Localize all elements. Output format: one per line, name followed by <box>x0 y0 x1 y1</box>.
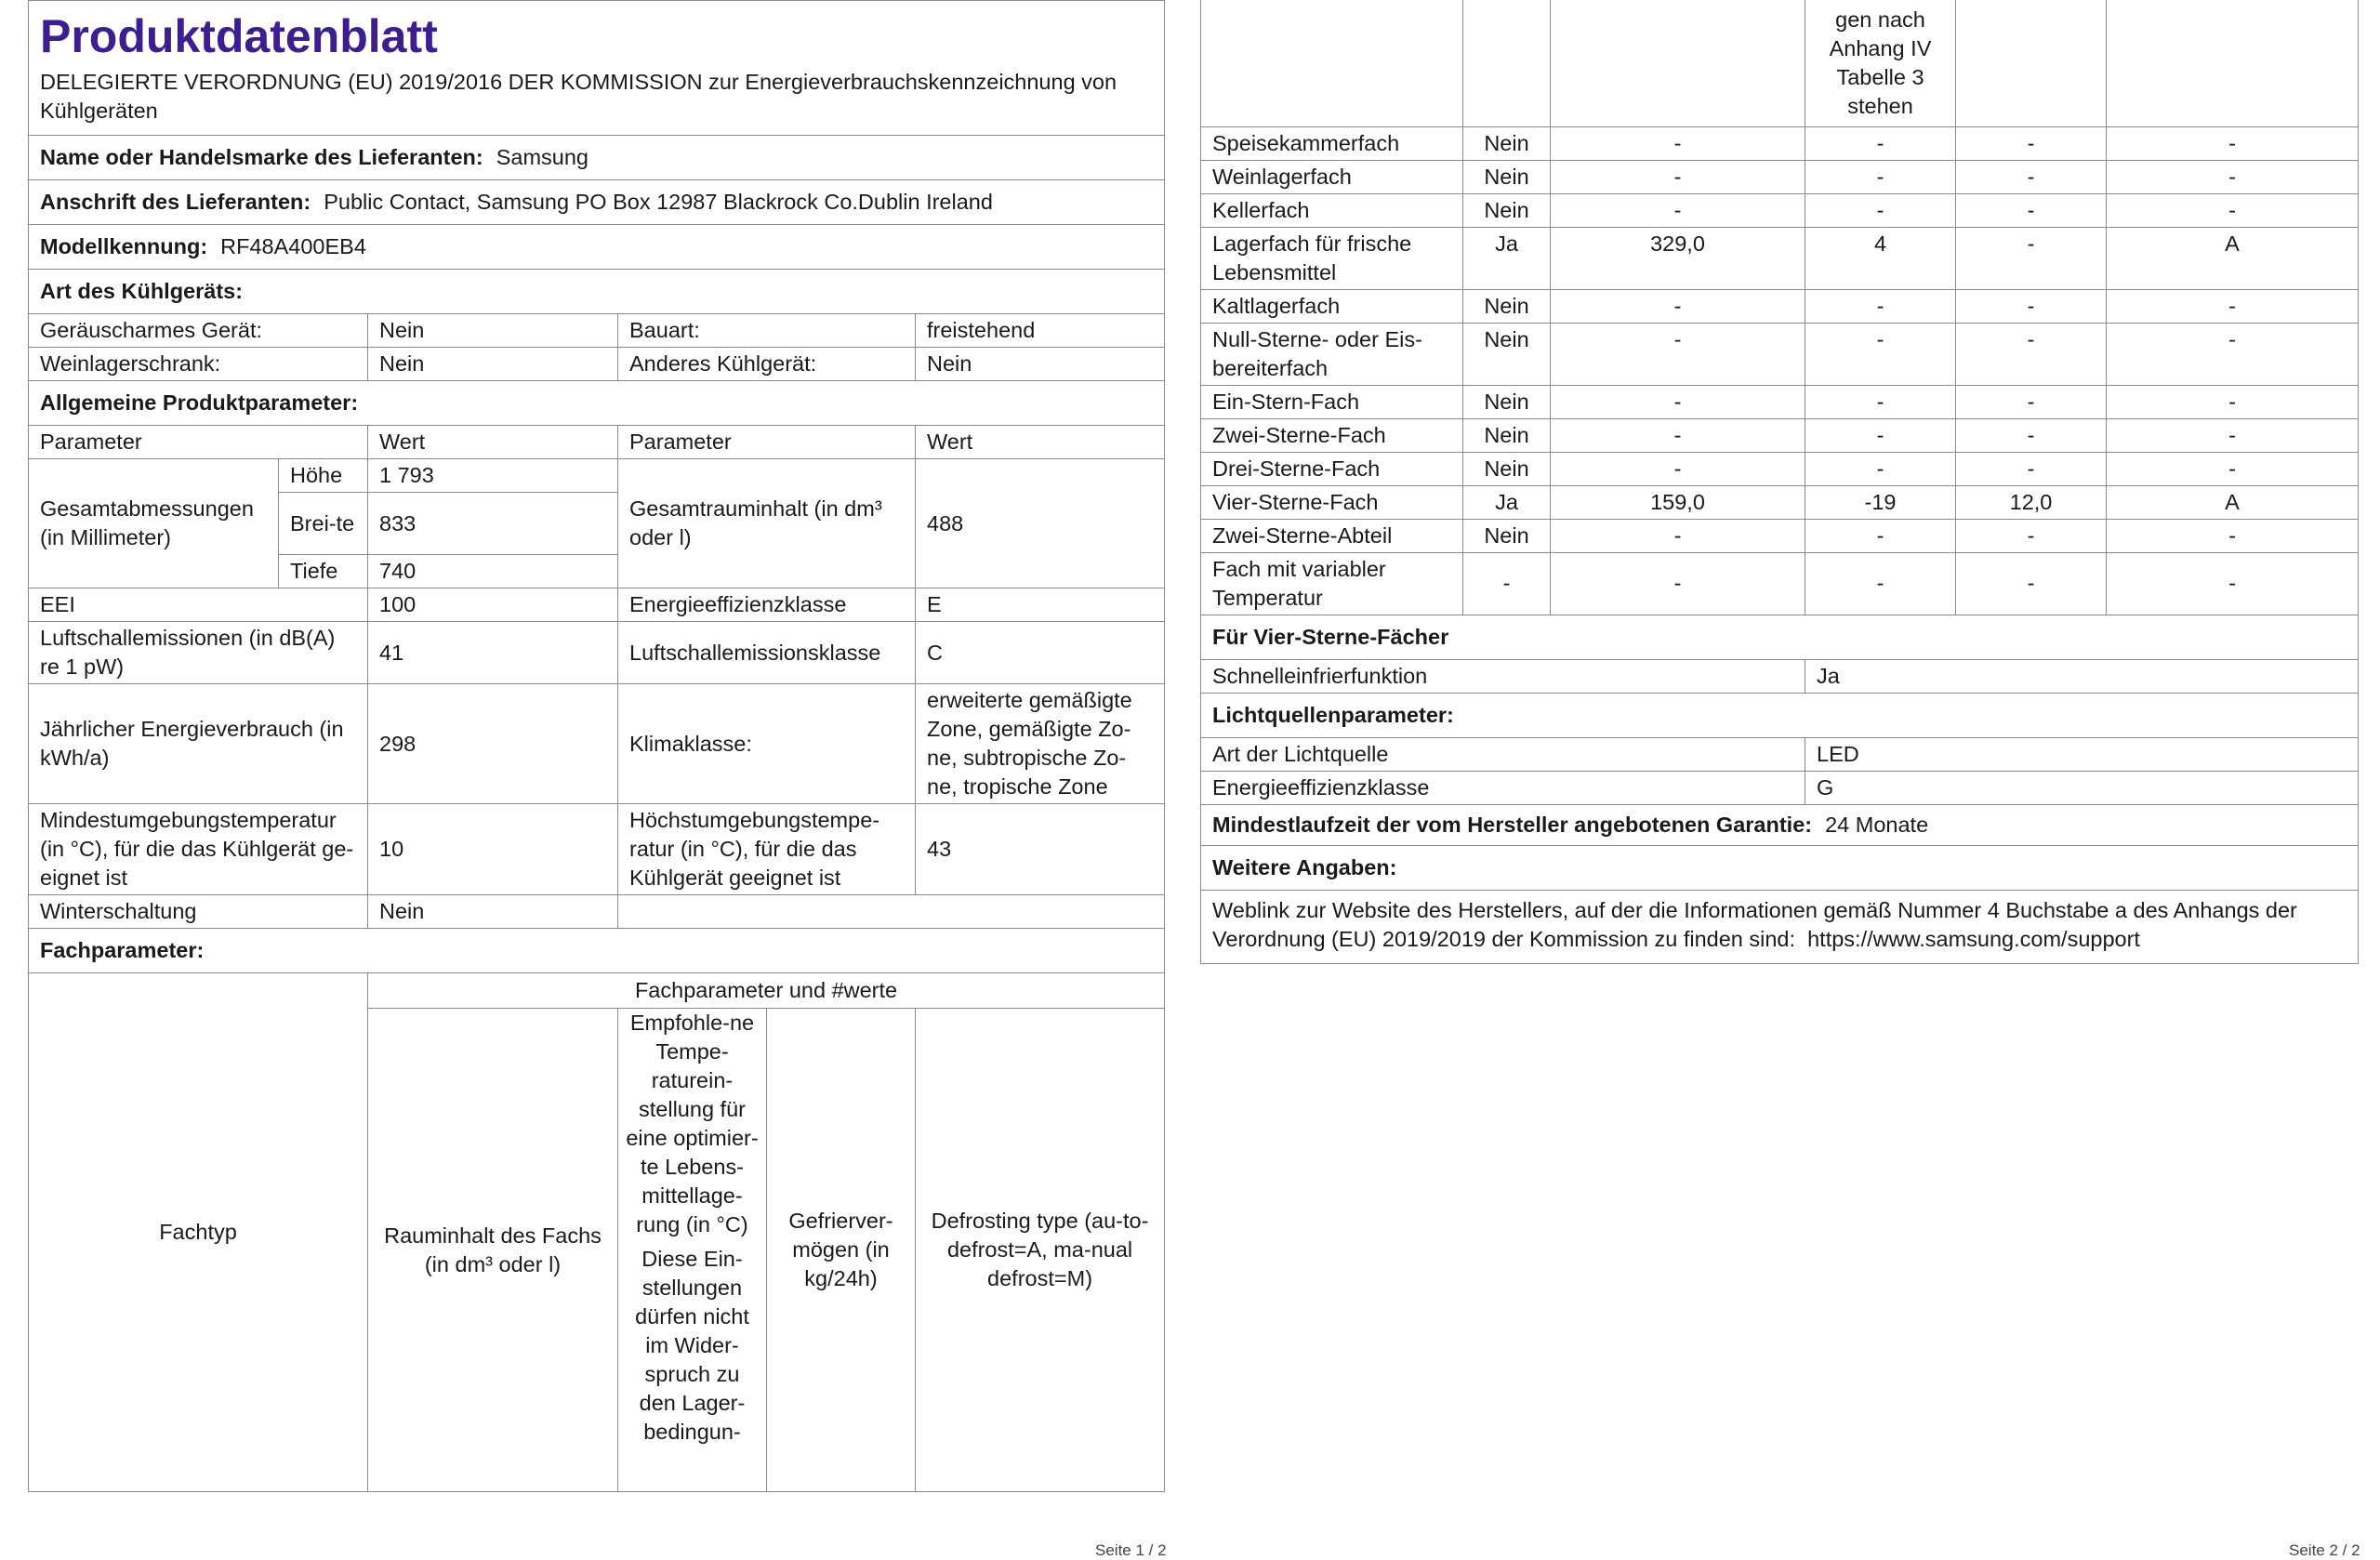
general-param-row: Jährlicher Energieverbrauch (in kWh/a) 298 Klimaklasse: erweiterte gemäßigte Zone, gemäßigte Zo-ne, subtropische Zo-ne, tropische Zone <box>29 684 1165 804</box>
warranty-row <box>1201 804 2359 845</box>
volume-header: Rauminhalt des Fachs (in dm³ oder l) <box>368 1009 618 1492</box>
volume-label: Gesamtrauminhalt (in dm³ oder l) <box>618 459 916 588</box>
datasheet-table-page-1 <box>28 0 1165 1492</box>
defrost-type-header: Defrosting type (au-to-defrost=A, ma-nual defrost=M) <box>916 1009 1165 1492</box>
datasheet-page-1 <box>28 0 1164 1492</box>
winter-switch-row: Winterschaltung Nein <box>29 895 1165 929</box>
page-number: Seite 1 / 2 <box>1095 1541 1167 1559</box>
datasheet-page-2 <box>1200 0 2358 964</box>
manufacturer-link[interactable]: https://www.samsung.com/support <box>1807 926 2140 951</box>
supplier-address-row <box>29 180 1165 225</box>
supplier-address-value: Public Contact, Samsung PO Box 12987 Blackrock Co.Dublin Ireland <box>324 190 993 214</box>
light-source-row: Art der Lichtquelle LED <box>1201 737 2359 771</box>
compartment-type-header: Fachtyp <box>29 973 368 1492</box>
compartment-row: Fach mit variabler Temperatur - - - - - <box>1201 552 2359 615</box>
page-number: Seite 2 / 2 <box>2289 1541 2360 1559</box>
compartment-header-continued <box>1201 0 2359 126</box>
four-star-heading: Für Vier-Sterne-Fächer <box>1201 615 2359 659</box>
compartment-row: Kaltlagerfach Nein - - - - <box>1201 289 2359 323</box>
compartment-row: Kellerfach Nein - - - - <box>1201 193 2359 227</box>
general-param-row: Mindestumgebungstemperatur (in °C), für die das Kühlgerät ge-eignet ist 10 Höchstumgebungstempe-ratur (in °C), für die das Kühlgerät geeignet ist 43 <box>29 804 1165 895</box>
dimensions-row: Tiefe 740 <box>29 555 1165 588</box>
page-title: Produktdatenblatt <box>40 10 438 62</box>
compartment-row: Drei-Sterne-Fach Nein - - - - <box>1201 452 2359 485</box>
temperature-header-continued: gen nach Anhang IV Tabelle 3 stehen <box>1805 0 1956 126</box>
compartment-header-row <box>29 973 1165 1009</box>
general-param-row: EEI 100 Energieeffizienzklasse E <box>29 588 1165 622</box>
model-row <box>29 225 1165 270</box>
more-info-text: Weblink zur Website des Herstellers, auf der die Informationen gemäß Nummer 4 Buchstabe a des Anhangs der Verordnung (EU) 2019/2019 der Kommission zu finden sind: https://www.samsung.com/support <box>1201 890 2359 963</box>
compartment-row: Lagerfach für frische Lebensmittel Ja 329,0 4 - A <box>1201 227 2359 289</box>
supplier-name-label: Name oder Handelsmarke des Lieferanten: <box>40 145 483 169</box>
quick-freeze-row: Schnelleinfrierfunktion Ja <box>1201 659 2359 693</box>
warranty-value: 24 Monate <box>1825 812 1929 837</box>
light-source-heading: Lichtquellenparameter: <box>1201 693 2359 737</box>
dimensions-row: Gesamtabmessungen (in Millimeter) Höhe 1 793 Gesamtrauminhalt (in dm³ oder l) 488 <box>29 459 1165 493</box>
compartment-group-header: Fachparameter und #werte <box>368 973 1165 1009</box>
compartment-row: Weinlagerfach Nein - - - - <box>1201 160 2359 193</box>
compartment-params-heading: Fachparameter: <box>29 929 1165 973</box>
general-params-header: Parameter Wert Parameter Wert <box>29 426 1165 459</box>
freezing-capacity-header: Gefrierver-mögen (in kg/24h) <box>767 1009 916 1492</box>
general-params-heading: Allgemeine Produktparameter: <box>29 381 1165 426</box>
regulation-text: DELEGIERTE VERORDNUNG (EU) 2019/2016 DER KOMMISSION zur Energieverbrauchskennzeichnung von Kühlgeräten <box>40 70 1117 123</box>
supplier-name-value: Samsung <box>496 145 588 169</box>
warranty-label: Mindestlaufzeit der vom Hersteller angebotenen Garantie: <box>1212 812 1813 837</box>
device-type-heading: Art des Kühlgeräts: <box>29 270 1165 314</box>
supplier-address-label: Anschrift des Lieferanten: <box>40 190 311 214</box>
volume-value: 488 <box>916 459 1165 588</box>
datasheet-table-page-2 <box>1200 0 2359 964</box>
compartment-row: Zwei-Sterne-Abteil Nein - - - - <box>1201 519 2359 552</box>
compartment-row: Null-Sterne- oder Eis-bereiterfach Nein - - - - <box>1201 323 2359 385</box>
model-value: RF48A400EB4 <box>220 234 366 258</box>
light-source-row: Energieeffizienzklasse G <box>1201 771 2359 804</box>
device-type-row: Weinlagerschrank: Nein Anderes Kühlgerät: Nein <box>29 348 1165 381</box>
dimensions-label: Gesamtabmessungen (in Millimeter) <box>29 459 279 588</box>
compartment-row: Ein-Stern-Fach Nein - - - - <box>1201 385 2359 418</box>
compartment-row: Vier-Sterne-Fach Ja 159,0 -19 12,0 A <box>1201 485 2359 519</box>
supplier-name-row <box>29 136 1165 180</box>
model-label: Modellkennung: <box>40 234 208 258</box>
compartment-row: Speisekammerfach Nein - - - - <box>1201 126 2359 160</box>
compartment-row: Zwei-Sterne-Fach Nein - - - - <box>1201 418 2359 452</box>
temperature-header: Empfohle-ne Tempe-raturein-stellung für eine optimier-te Lebens-mittellage-rung (in °C) Diese Ein-stellungen dürfen nicht im Wider-spruch zu den Lager-bedingun- <box>618 1009 767 1492</box>
dimensions-row: Brei-te 833 <box>29 493 1165 555</box>
device-type-row: Geräuscharmes Gerät: Nein Bauart: freistehend <box>29 314 1165 348</box>
more-info-heading: Weitere Angaben: <box>1201 845 2359 890</box>
general-param-row: Luftschallemissionen (in dB(A) re 1 pW) 41 Luftschallemissionsklasse C <box>29 622 1165 684</box>
